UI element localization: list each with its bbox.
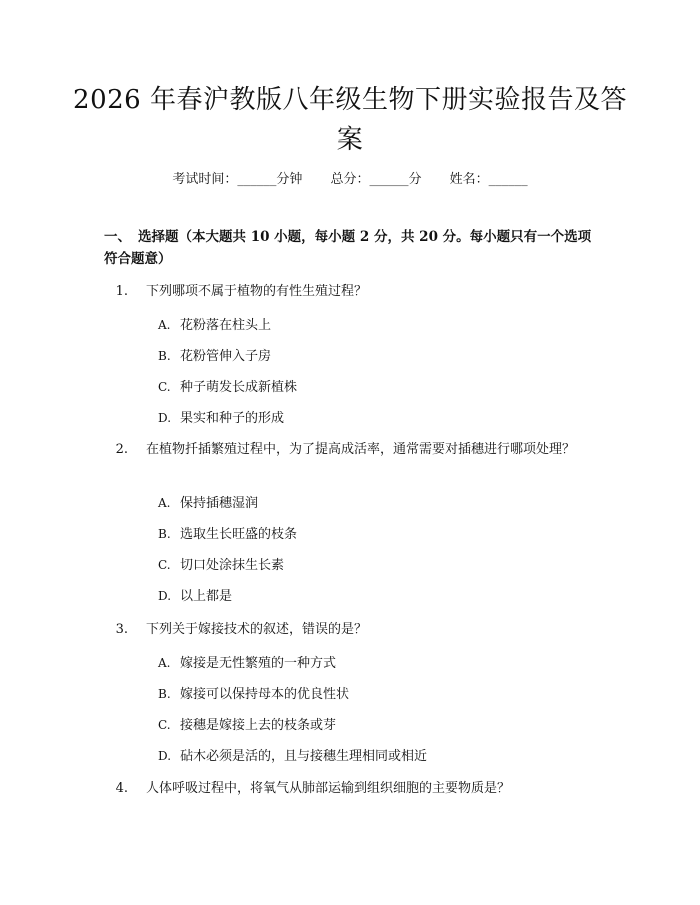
option-letter: D. (158, 589, 172, 603)
option-text: 接穗是嫁接上去的枝条或芽 (180, 718, 337, 733)
option-text: 砧木必须是活的，且与接穗生理相同或相近 (180, 749, 428, 764)
student-name-blank: ______ (488, 172, 528, 187)
question-3-option-b (158, 683, 598, 706)
section-text: 选择题（本大题共 10 小题，每小题 2 分，共 20 分。每小题只有一个选项符合题意） (104, 229, 592, 267)
exam-time-unit: 分钟 (276, 172, 303, 187)
exam-info (0, 168, 700, 187)
question-3-option-d (158, 745, 598, 768)
question-number: 2. (115, 442, 128, 457)
option-letter: B. (158, 687, 171, 701)
option-text: 嫁接可以保持母本的优良性状 (180, 687, 350, 702)
total-score-blank: ______ (369, 172, 409, 187)
option-letter: A. (158, 656, 171, 670)
question-text: 下列关于嫁接技术的叙述，错误的是？ (146, 622, 368, 637)
option-letter: D. (158, 411, 172, 425)
question-1-option-a (158, 314, 598, 337)
question-number: 3. (115, 622, 128, 637)
total-score-label: 总分： (330, 172, 370, 187)
option-text: 花粉管伸入子房 (180, 349, 272, 364)
question-3-option-a (158, 652, 598, 675)
question-1-option-d (158, 407, 598, 430)
option-letter: C. (158, 558, 171, 572)
option-letter: C. (158, 718, 171, 732)
question-1 (104, 280, 594, 304)
option-text: 种子萌发长成新植株 (180, 380, 298, 395)
student-name-label: 姓名： (449, 172, 489, 187)
question-text: 在植物扦插繁殖过程中，为了提高成活率，通常需要对插穗进行哪项处理？ (146, 442, 576, 457)
option-text: 切口处涂抹生长素 (180, 558, 285, 573)
question-number: 1. (115, 284, 128, 299)
question-2-option-b (158, 523, 598, 546)
section-heading (104, 226, 604, 270)
option-text: 以上都是 (180, 589, 233, 604)
option-text: 果实和种子的形成 (180, 411, 285, 426)
option-letter: D. (158, 749, 172, 763)
question-3-option-c (158, 714, 598, 737)
question-1-option-b (158, 345, 598, 368)
option-letter: C. (158, 380, 171, 394)
question-1-option-c (158, 376, 598, 399)
exam-time (172, 168, 302, 187)
total-score (330, 168, 421, 187)
question-3 (104, 618, 594, 642)
student-name (450, 168, 528, 187)
question-2-option-a (158, 492, 598, 515)
exam-time-label: 考试时间： (172, 172, 238, 187)
option-letter: A. (158, 496, 171, 510)
exam-time-blank: ______ (237, 172, 277, 187)
option-text: 嫁接是无性繁殖的一种方式 (180, 656, 337, 671)
document-title: 2026 年春沪教版八年级生物下册实验报告及答案 (73, 85, 627, 155)
option-text: 选取生长旺盛的枝条 (180, 527, 298, 542)
question-4 (104, 777, 594, 801)
option-text: 花粉落在柱头上 (180, 318, 272, 333)
option-letter: A. (158, 318, 171, 332)
question-text: 下列哪项不属于植物的有性生殖过程？ (146, 284, 368, 299)
question-2 (104, 438, 594, 462)
question-text: 人体呼吸过程中，将氧气从肺部运输到组织细胞的主要物质是？ (146, 781, 511, 796)
option-text: 保持插穗湿润 (180, 496, 259, 511)
question-2-option-c (158, 554, 598, 577)
option-letter: B. (158, 349, 171, 363)
question-number: 4. (115, 781, 128, 796)
option-letter: B. (158, 527, 171, 541)
total-score-unit: 分 (408, 172, 422, 187)
question-2-option-d (158, 585, 598, 608)
section-number: 一、 (104, 229, 131, 245)
